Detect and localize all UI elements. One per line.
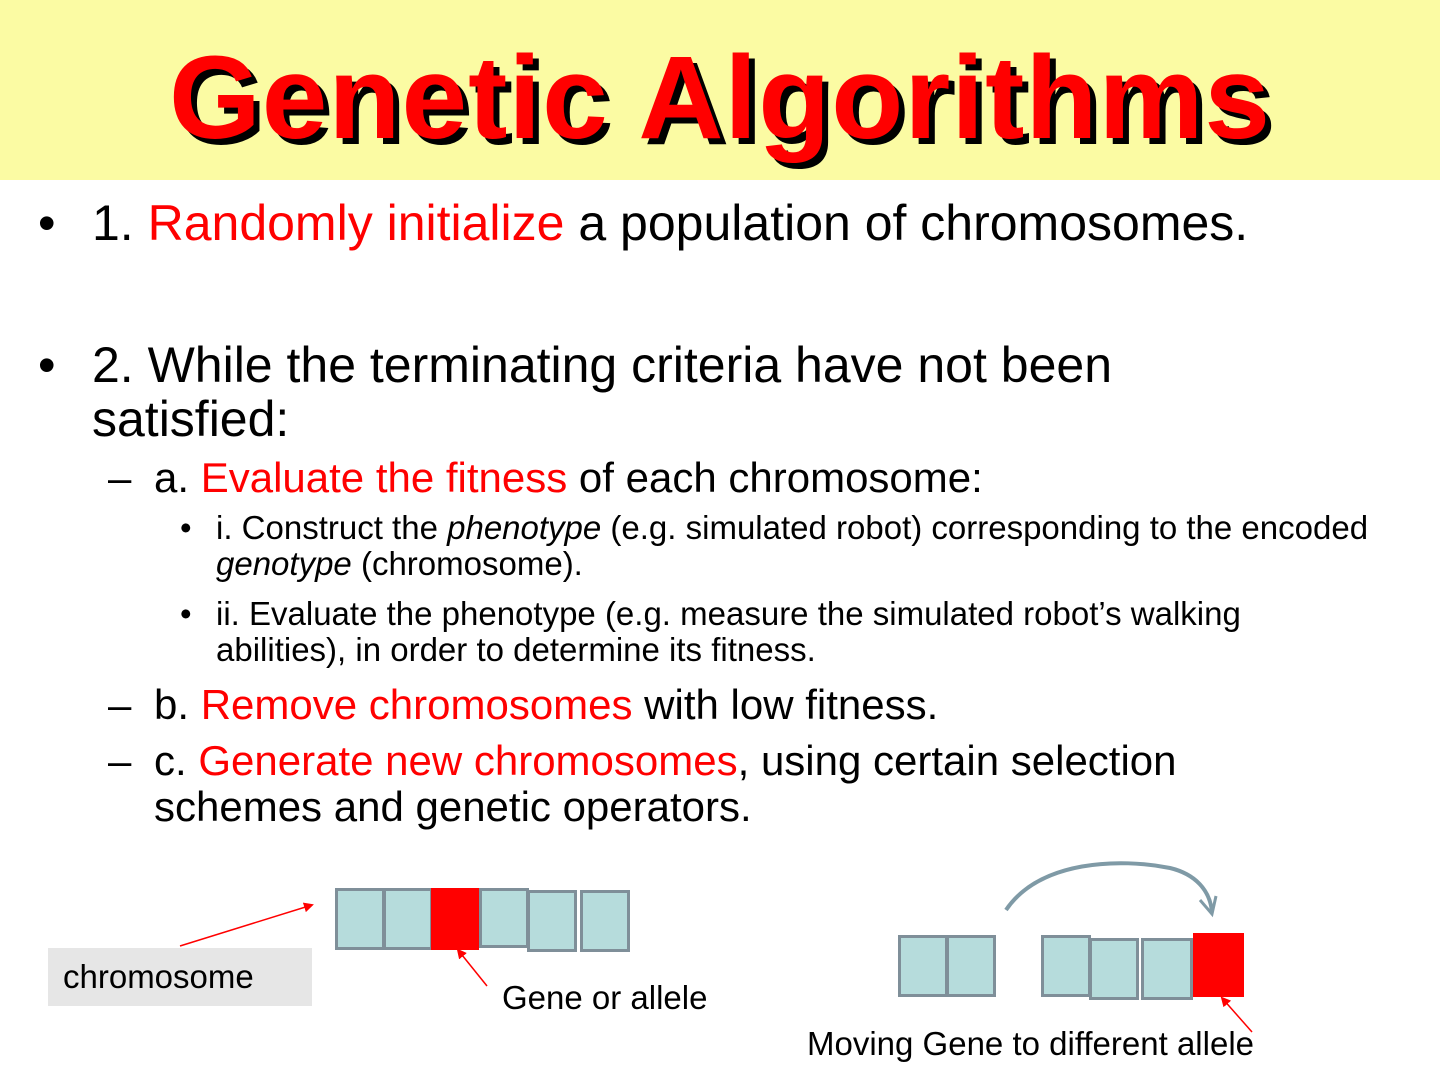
step-2a-prefix: a. [154,454,201,501]
step-2b-highlight: Remove chromosomes [200,681,633,728]
chromosome-gene-cell [527,890,577,952]
slide-title: Genetic Algorithms [168,32,1271,164]
step-2b-suffix: with low fitness. [632,681,939,728]
step-2a-suffix: of each chromosome: [567,454,983,501]
chromosome-label: chromosome [48,948,312,1006]
chromosome-gene-cell [383,888,433,950]
bullet-marker: – [108,681,132,728]
bullet-marker: • [180,595,192,632]
move-gene-label: Moving Gene to different allele [807,1025,1254,1062]
chromosome-pointer-arrow [180,905,312,946]
step-2a-i-genotype: genotype [216,545,352,582]
move-gene-cell [1141,938,1193,1000]
move-gene-cell [898,935,948,997]
step-1-highlight: Randomly initialize [147,195,565,251]
chromosome-gene-cell [580,890,630,952]
step-2a-i-prefix: i. Construct the [216,509,448,546]
bullet-marker: • [38,337,56,393]
step-2a-highlight: Evaluate the fitness [200,454,568,501]
chromosome-gene-cell [479,888,529,948]
gene-pointer-arrow [458,950,487,986]
bullet-marker: • [38,195,56,251]
chromosome-highlight-gene-cell [431,888,479,950]
step-2b-prefix: b. [154,681,201,728]
step-2a-i-middle: (e.g. simulated robot) corresponding to the encoded [601,509,1369,546]
bullet-marker: – [108,737,132,784]
step-2c-suffix: , using certain selection schemes and genetic operators. [154,737,1177,830]
move-gene-cell [1089,938,1139,1000]
step-1-suffix: a population of chromosomes. [564,195,1249,251]
step-2a-ii-text: ii. Evaluate the phenotype (e.g. measure the simulated robot’s walking abilities), in order to determine its fitness. [216,595,1241,668]
step-2a-i-suffix: (chromosome). [351,545,583,582]
step-1-prefix: 1. [92,195,148,251]
bullet-marker: • [180,509,192,546]
move-gene-cell [946,935,996,997]
moved-gene-cell [1193,933,1244,997]
chromosome-gene-cell [335,888,385,950]
step-2-text: 2. While the terminating criteria have not been satisfied: [92,337,1112,447]
step-2a-i-phenotype: phenotype [447,509,602,546]
step-2c-prefix: c. [154,737,199,784]
move-gene-cell [1041,935,1091,997]
bullet-marker: – [108,454,132,501]
move-gene-curved-arrow [1006,863,1212,912]
step-2c-highlight: Generate new chromosomes [198,737,738,784]
gene-label: Gene or allele [502,979,708,1016]
